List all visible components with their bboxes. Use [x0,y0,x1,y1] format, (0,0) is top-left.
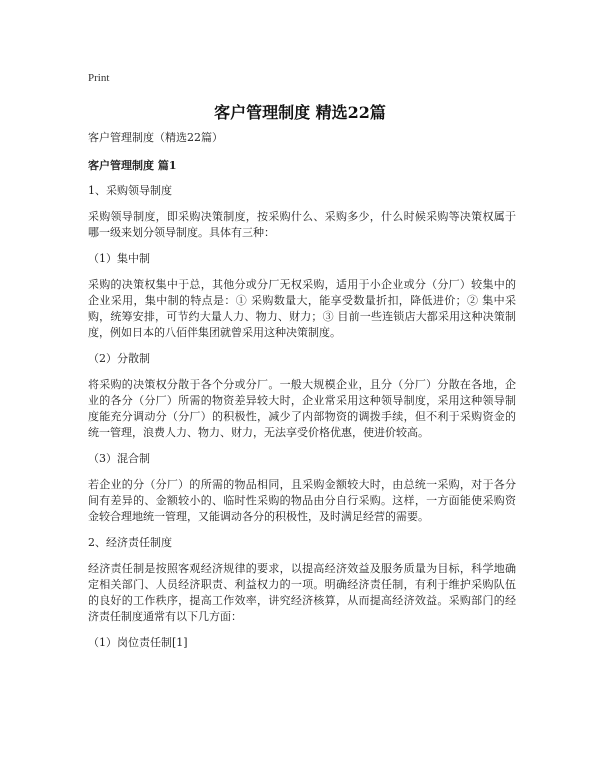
paragraph: 采购领导制度，即采购决策制度，按采购什么、采购多少，什么时候采购等决策权属于哪一级来划分领导制度。具体有三种： [88,210,516,239]
paragraph: 将采购的决策权分散于各个分或分厂。一般大规模企业，且分（分厂）分散在各地，企业的各分（分厂）所需的物资差异较大时，企业常采用这种领导制度，采用这种领导制度能充分调动分（分厂）的积极性，减少了内部物资的调拨手续，但不利于采购资金的统一管理，浪费人力、物力、财力，无法享受价格优惠，使进价较高。 [88,378,516,439]
document-body [88,130,516,661]
paragraph: 若企业的分（分厂）的所需的物品相同，且采购金额较大时，由总统一采购，对于各分间有差异的、金额较小的、临时性采购的物品由分自行采购。这样，一方面能使采购资金较合理地统一管理，又能调动各分的积极性，及时满足经营的需要。 [88,478,516,523]
section-title: 客户管理制度 篇1 [88,159,177,172]
heading-centralized: （1）集中制 [88,252,150,265]
heading-decentralized: （2）分散制 [88,352,150,365]
paragraph: 采购的决策权集中于总，其他分或分厂无权采购，适用于小企业或分（分厂）较集中的企业采用，集中制的特点是：① 采购数量大，能享受数量折扣，降低进价；② 集中采购，统筹安排，可节约大量人力、物力、财力；③ 目前一些连锁店大都采用这种决策制度，例如日本的八佰伴集团就曾采用这种决策制度。 [88,278,516,339]
heading-economic-responsibility: 2、经济责任制度 [88,536,172,549]
paragraph: 经济责任制是按照客观经济规律的要求，以提高经济效益及服务质量为目标，科学地确定相关部门、人员经济职责、利益权力的一项。明确经济责任制，有利于维护采购队伍的良好的工作秩序，提高工作效率，讲究经济核算，从而提高经济效益。采购部门的经济责任制度通常有以下几方面： [88,562,516,623]
print-label: Print [88,72,110,84]
page-title: 客户管理制度 精选22篇 [214,103,386,122]
document-subtitle: 客户管理制度（精选22篇） [88,131,223,144]
heading-post-responsibility: （1）岗位责任制[1] [88,636,188,649]
heading-mixed: （3）混合制 [88,452,150,465]
heading-purchase-leadership: 1、采购领导制度 [88,184,172,197]
